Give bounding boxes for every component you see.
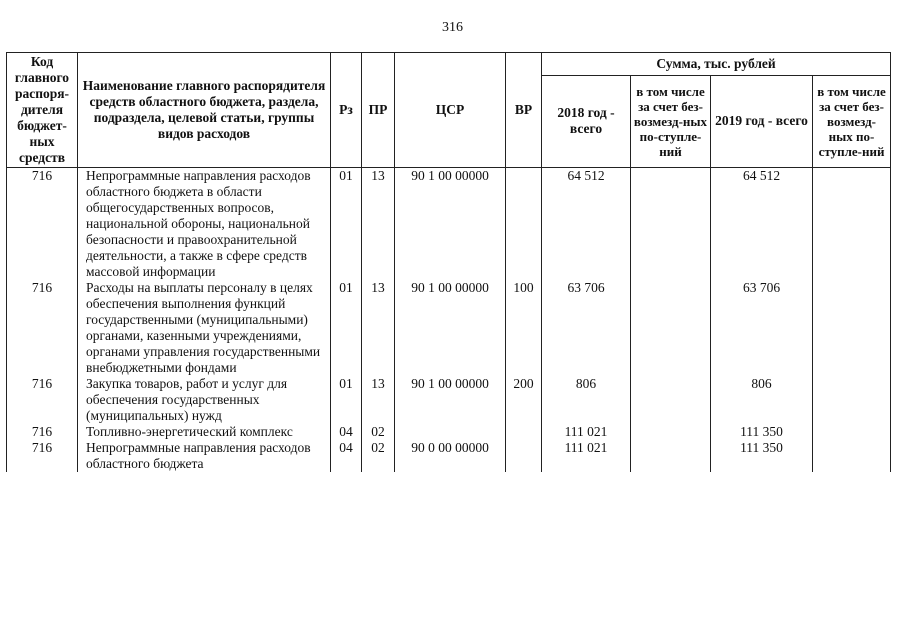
header-rz: Рз [331, 53, 362, 168]
budget-table [6, 52, 891, 472]
cell-2019-total: 111 350 [711, 424, 813, 440]
cell-2018-total: 63 706 [542, 280, 631, 376]
cell-code: 716 [7, 440, 78, 472]
cell-pr: 13 [362, 280, 395, 376]
cell-2018-free [631, 424, 711, 440]
cell-2019-total: 806 [711, 376, 813, 424]
cell-2019-free [813, 376, 891, 424]
cell-name: Топливно-энергетический комплекс [78, 424, 331, 440]
cell-2018-free [631, 440, 711, 472]
cell-name: Расходы на выплаты персоналу в целях обеспечения выполнения функций государственными (муниципальными) органами, казенными учреждениями, органами управления государственными внебюджетными фондами [78, 280, 331, 376]
header-vr: ВР [506, 53, 542, 168]
header-name: Наименование главного распорядителя средств областного бюджета, раздела, подраздела, целевой статьи, группы видов расходов [78, 53, 331, 168]
cell-2018-free [631, 280, 711, 376]
table-row [7, 440, 891, 472]
cell-pr: 13 [362, 168, 395, 281]
cell-csr: 90 0 00 00000 [395, 440, 506, 472]
cell-2019-free [813, 440, 891, 472]
cell-code: 716 [7, 280, 78, 376]
header-2018-total: 2018 год - всего [542, 75, 631, 167]
cell-2019-total: 111 350 [711, 440, 813, 472]
cell-2018-total: 111 021 [542, 440, 631, 472]
cell-pr: 02 [362, 440, 395, 472]
header-2018-free: в том числе за счет без-возмезд-ных по-ступле-ний [631, 75, 711, 167]
cell-name: Непрограммные направления расходов областного бюджета [78, 440, 331, 472]
cell-2018-free [631, 376, 711, 424]
cell-rz: 04 [331, 424, 362, 440]
header-code: Код главного распоря-дителя бюджет-ных средств [7, 53, 78, 168]
cell-code: 716 [7, 424, 78, 440]
page-number: 316 [442, 20, 463, 35]
cell-2019-free [813, 280, 891, 376]
cell-2018-total: 64 512 [542, 168, 631, 281]
cell-rz: 01 [331, 168, 362, 281]
cell-csr: 90 1 00 00000 [395, 280, 506, 376]
cell-2018-total: 806 [542, 376, 631, 424]
cell-csr [395, 424, 506, 440]
cell-name: Непрограммные направления расходов областного бюджета в области общегосударственных вопросов, национальной обороны, национальной безопасности и правоохранительной деятельности, а также в сфере средств массовой информации [78, 168, 331, 281]
cell-2018-total: 111 021 [542, 424, 631, 440]
header-sum-group: Сумма, тыс. рублей [542, 53, 891, 76]
header-csr: ЦСР [395, 53, 506, 168]
cell-code: 716 [7, 376, 78, 424]
cell-2019-total: 63 706 [711, 280, 813, 376]
table-row [7, 280, 891, 376]
cell-pr: 13 [362, 376, 395, 424]
cell-rz: 04 [331, 440, 362, 472]
cell-2019-total: 64 512 [711, 168, 813, 281]
header-2019-total: 2019 год - всего [711, 75, 813, 167]
table-row [7, 424, 891, 440]
header-2019-free: в том числе за счет без-возмезд-ных по-ступле-ний [813, 75, 891, 167]
cell-vr [506, 440, 542, 472]
cell-rz: 01 [331, 280, 362, 376]
cell-vr: 100 [506, 280, 542, 376]
cell-csr: 90 1 00 00000 [395, 168, 506, 281]
cell-code: 716 [7, 168, 78, 281]
cell-vr [506, 424, 542, 440]
cell-pr: 02 [362, 424, 395, 440]
cell-vr: 200 [506, 376, 542, 424]
cell-vr [506, 168, 542, 281]
table-row [7, 376, 891, 424]
cell-name: Закупка товаров, работ и услуг для обеспечения государственных (муниципальных) нужд [78, 376, 331, 424]
cell-2018-free [631, 168, 711, 281]
cell-2019-free [813, 168, 891, 281]
table-row [7, 168, 891, 281]
cell-2019-free [813, 424, 891, 440]
cell-csr: 90 1 00 00000 [395, 376, 506, 424]
cell-rz: 01 [331, 376, 362, 424]
header-pr: ПР [362, 53, 395, 168]
